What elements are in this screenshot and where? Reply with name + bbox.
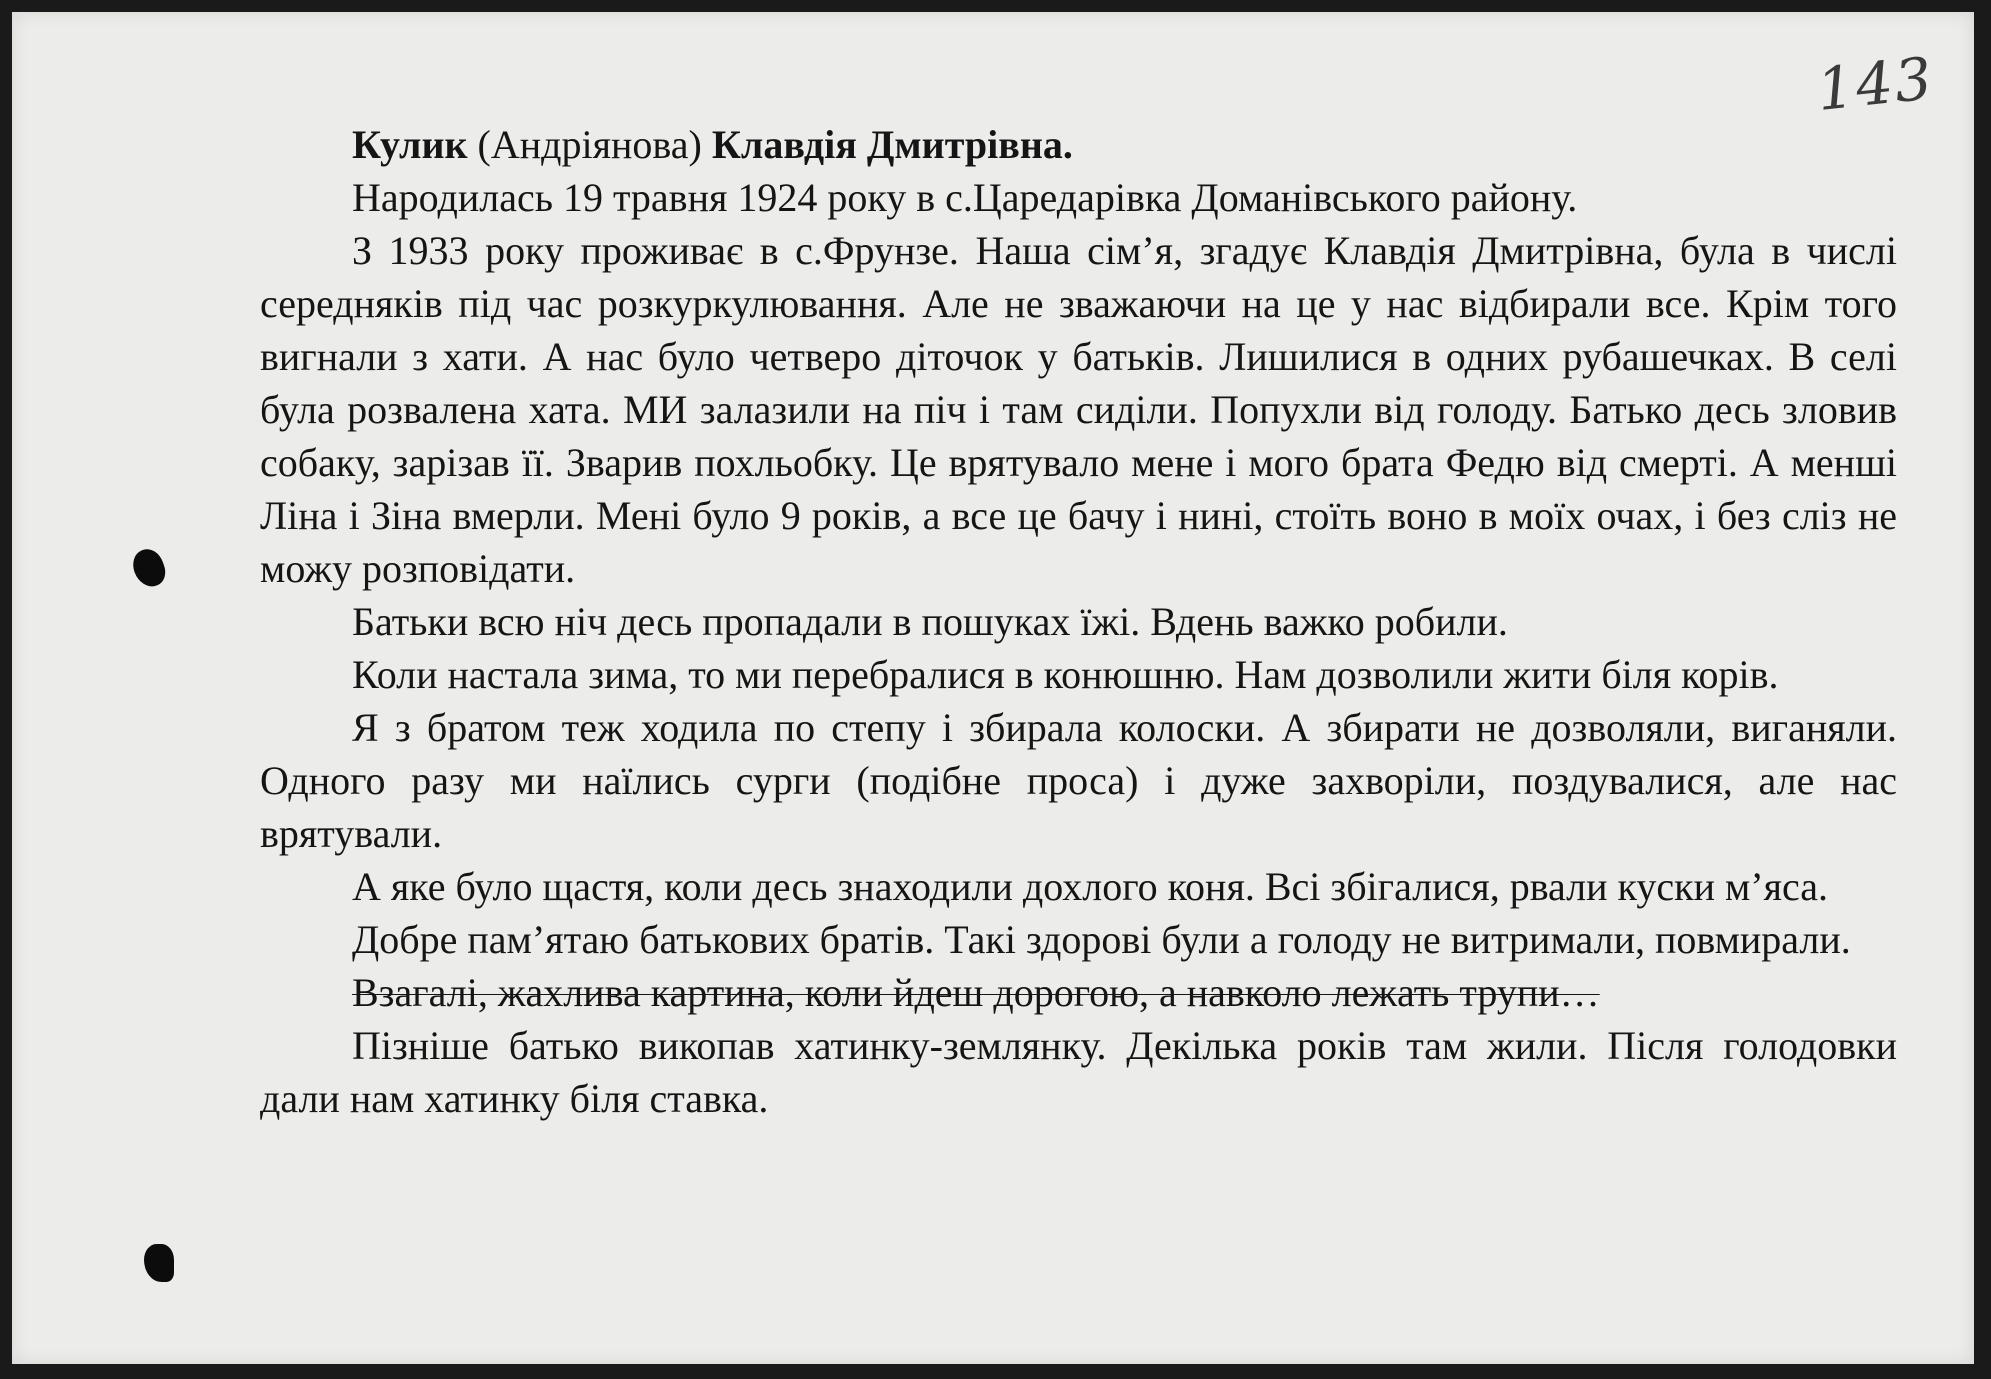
heading-given-name: Клавдія Дмитрівна (711, 122, 1063, 167)
paragraph-corpses: Взагалі, жахлива картина, коли йдеш дорогою, а навколо лежать трупи… (352, 970, 1600, 1015)
paragraph-parents: Батьки всю ніч десь пропадали в пошуках їжі. Вдень важко робили. (352, 599, 1508, 644)
person-heading (260, 118, 1897, 171)
paragraph-dugout: Пізніше батько викопав хатинку-землянку. Декілька років там жили. Після голодовки дали нам хатинку біля ставка. (260, 1023, 1897, 1121)
paragraph-horse: А яке було щастя, коли десь знаходили дохлого коня. Всі збігалися, рвали куски м’яса. (352, 864, 1829, 909)
punch-hole (128, 545, 169, 591)
paragraph-birth: Народилась 19 травня 1924 року в с.Царедарівка Доманівського району. (352, 175, 1578, 220)
heading-surname: Кулик (352, 122, 468, 167)
body-text (260, 118, 1897, 1125)
heading-end: . (1062, 122, 1073, 167)
handwritten-page-number: 143 (1813, 44, 1937, 124)
paragraph-uncles: Добре пам’ятаю батькових братів. Такі здорові були а голоду не витримали, повмирали. (352, 917, 1851, 962)
paragraph-gleaning: Я з братом теж ходила по степу і збирала колоски. А збирати не дозволяли, виганяли. Одного разу ми наїлись сурги (подібне проса) і дуже захворіли, поздувалися, але нас врятували. (260, 705, 1897, 856)
paragraph-testimony: З 1933 року проживає в с.Фрунзе. Наша сім’я, згадує Клавдія Дмитрівна, була в числі середняків під час розкуркулювання. Але не зважаючи на це у нас відбирали все. Крім того вигнали з хати. А нас було четверо діточок у батьків. Лишилися в одних рубашечках. В селі була розвалена хата. МИ залазили на піч і там сиділи. Попухли від голоду. Батько десь зловив собаку, зарізав її. Зварив похльобку. Це врятувало мене і мого брата Федю від смерті. А менші Ліна і Зіна вмерли. Мені було 9 років, а все це бачу і нині, стоїть воно в моїх очах, і без сліз не можу розповідати. (260, 228, 1897, 591)
paragraph-winter: Коли настала зима, то ми перебралися в конюшню. Нам дозволили жити біля корів. (352, 652, 1779, 697)
document-page (12, 12, 1974, 1364)
heading-maiden-name: (Андріянова) (477, 122, 702, 167)
punch-hole (144, 1244, 174, 1282)
